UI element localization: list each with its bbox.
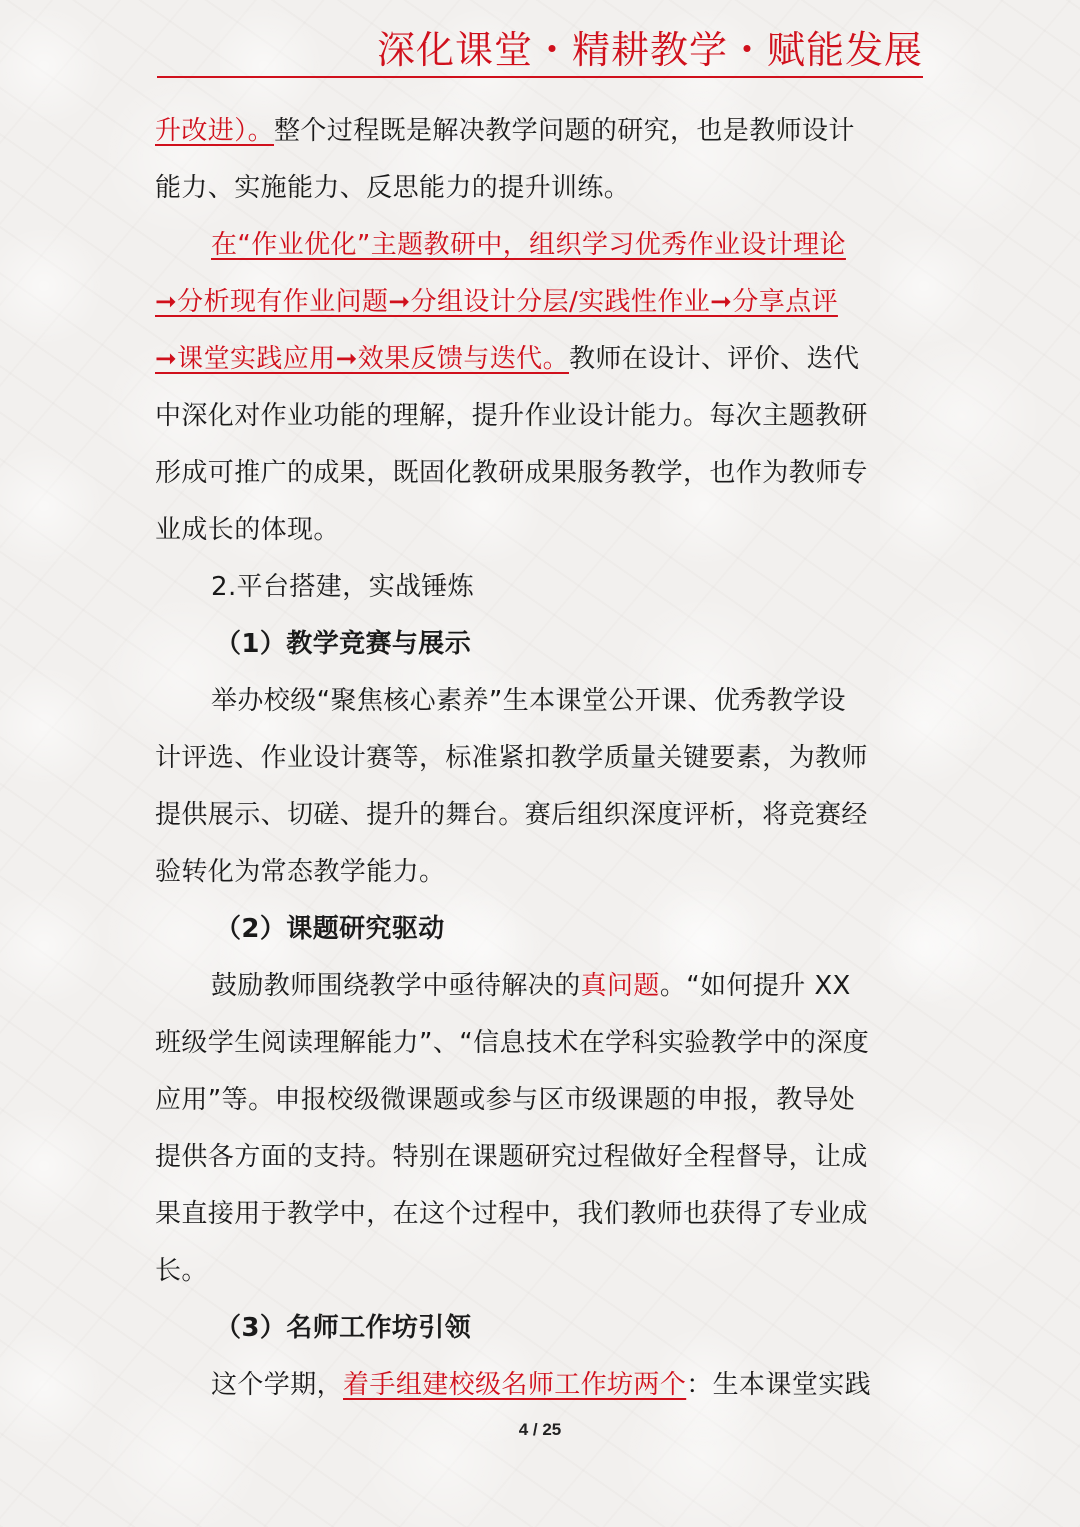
paragraph-line xyxy=(155,1015,927,1072)
body-text: ：生本课堂实践 xyxy=(686,1370,872,1400)
paragraph-line xyxy=(155,730,927,787)
body-text: 长。 xyxy=(155,1256,208,1286)
body-text: 提供各方面的支持。特别在课题研究过程做好全程督导，让成 xyxy=(155,1142,868,1172)
paragraph-line xyxy=(155,1129,927,1186)
body-text: 能力、实施能力、反思能力的提升训练。 xyxy=(155,173,631,203)
body-text: 中深化对作业功能的理解，提升作业设计能力。每次主题教研 xyxy=(155,401,868,431)
page-number: 4 / 25 xyxy=(518,1420,562,1439)
body-text: 验转化为常态教学能力。 xyxy=(155,857,446,887)
body-text: 果直接用于教学中，在这个过程中，我们教师也获得了专业成 xyxy=(155,1199,868,1229)
subsection-heading-text: （3）名师工作坊引领 xyxy=(215,1313,472,1343)
body-text: 应用”等。申报校级微课题或参与区市级课题的申报，教导处 xyxy=(155,1085,856,1115)
paragraph-line xyxy=(155,1243,927,1300)
paragraph-line xyxy=(155,502,927,559)
body-text: 。“如何提升 XX xyxy=(659,971,851,1001)
paragraph-line xyxy=(155,673,927,730)
body-text: 教师在设计、评价、迭代 xyxy=(568,344,860,374)
paragraph-line xyxy=(155,160,927,217)
document-body xyxy=(155,103,927,1414)
subsection-heading-text: （1）教学竞赛与展示 xyxy=(215,629,472,659)
body-text: 举办校级“聚焦核心素养”生本课堂公开课、优秀教学设 xyxy=(211,686,846,716)
highlighted-text: ➞分析现有作业问题➞分组设计分层/实践性作业➞分享点评 xyxy=(155,287,838,317)
highlighted-text: ➞课堂实践应用➞效果反馈与迭代。 xyxy=(155,344,569,374)
body-text: 业成长的体现。 xyxy=(155,515,340,545)
paragraph-line xyxy=(155,445,927,502)
subsection-heading xyxy=(155,1300,927,1357)
body-text: 计评选、作业设计赛等，标准紧扣教学质量关键要素，为教师 xyxy=(155,743,868,773)
paragraph-line xyxy=(155,217,927,274)
emphasis-text: 真问题 xyxy=(580,971,660,1001)
body-text: 班级学生阅读理解能力”、“信息技术在学科实验教学中的深度 xyxy=(155,1028,870,1058)
paragraph-line xyxy=(155,1072,927,1129)
paragraph-line xyxy=(155,787,927,844)
paragraph-line xyxy=(155,388,927,445)
body-text: 形成可推广的成果，既固化教研成果服务教学，也作为教师专 xyxy=(155,458,868,488)
paragraph-line xyxy=(155,103,927,160)
paragraph-line xyxy=(155,331,927,388)
paragraph-line xyxy=(155,958,927,1015)
section-heading xyxy=(155,559,927,616)
page-header xyxy=(157,24,923,78)
paragraph-line xyxy=(155,274,927,331)
section-heading-text: 2.平台搭建，实战锤炼 xyxy=(211,572,475,602)
highlighted-text: 着手组建校级名师工作坊两个 xyxy=(343,1370,687,1400)
header-title: 深化课堂・精耕教学・赋能发展 xyxy=(376,28,923,72)
body-text: 整个过程既是解决教学问题的研究，也是教师设计 xyxy=(274,116,855,146)
body-text: 提供展示、切磋、提升的舞台。赛后组织深度评析，将竞赛经 xyxy=(155,800,868,830)
highlighted-text: 升改进）。 xyxy=(155,116,275,146)
highlighted-text: 在“作业优化”主题教研中，组织学习优秀作业设计理论 xyxy=(211,230,846,260)
body-text: 鼓励教师围绕教学中亟待解决的 xyxy=(211,971,581,1001)
subsection-heading xyxy=(155,901,927,958)
subsection-heading xyxy=(155,616,927,673)
subsection-heading-text: （2）课题研究驱动 xyxy=(215,914,445,944)
body-text: 这个学期， xyxy=(211,1370,344,1400)
paragraph-line xyxy=(155,1186,927,1243)
paragraph-line xyxy=(155,1357,927,1414)
paragraph-line xyxy=(155,844,927,901)
